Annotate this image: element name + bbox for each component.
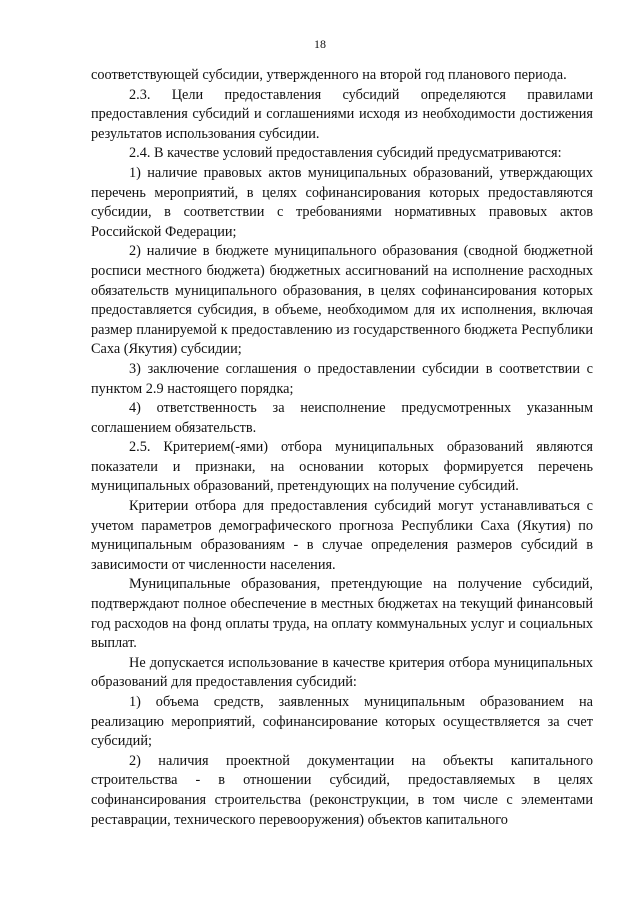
paragraph: 2) наличие в бюджете муниципального образования (сводной бюджетной росписи местного бюджета) бюджетных ассигнований на исполнение расходных обязательств муниципального образования, в целях софинансирования которых предоставляется субсидия, в объеме, необходимом для их исполнения, включая размер планируемой к предоставлению из государственного бюджета Республики Саха (Якутия) субсидии; — [91, 243, 593, 358]
paragraph: Не допускается использование в качестве критерия отбора муниципальных образований для предоставления субсидий: — [91, 654, 593, 691]
paragraph: 3) заключение соглашения о предоставлении субсидии в соответствии с пунктом 2.9 настоящего порядка; — [91, 360, 593, 397]
paragraph: 2) наличия проектной документации на объекты капитального строительства - в отношении субсидий, предоставляемых в целях софинансирования строительства (реконструкции, в том числе с элементами реставрации, технического перевооружения) объектов капитального — [91, 752, 593, 828]
paragraph: 2.5. Критерием(-ями) отбора муниципальных образований являются показатели и признаки, на основании которых формируется перечень муниципальных образований, претендующих на получение субсидий. — [91, 439, 593, 495]
paragraph: 1) объема средств, заявленных муниципальным образованием на реализацию мероприятий, софинансирование которых осуществляется за счет субсидий; — [91, 694, 593, 750]
page-number: 18 — [314, 37, 326, 51]
paragraph: Критерии отбора для предоставления субсидий могут устанавливаться с учетом параметров демографического прогноза Республики Саха (Якутия) по муниципальным образованиям - в случае определения размеров субсидий в зависимости от численности населения. — [91, 498, 593, 573]
paragraph: Муниципальные образования, претендующие на получение субсидий, подтверждают полное обеспечение в местных бюджетах на текущий финансовый год расходов на фонд оплаты труда, на оплату коммунальных услуг и социальных выплат. — [91, 576, 593, 652]
paragraph: 1) наличие правовых актов муниципальных образований, утверждающих перечень мероприятий, в целях софинансирования которых предоставляются субсидии, в соответствии с требованиями нормативных правовых актов Российской Федерации; — [91, 164, 593, 240]
paragraph: 4) ответственность за неисполнение предусмотренных указанным соглашением обязательств. — [91, 400, 593, 436]
paragraph: соответствующей субсидии, утвержденного на второй год планового периода. — [91, 67, 567, 83]
paragraph: 2.3. Цели предоставления субсидий определяются правилами предоставления субсидий и соглашениями исходя из необходимости достижения результатов использования субсидии. — [91, 86, 593, 142]
document-body — [91, 66, 593, 830]
paragraph: 2.4. В качестве условий предоставления субсидий предусматриваются: — [129, 145, 562, 162]
